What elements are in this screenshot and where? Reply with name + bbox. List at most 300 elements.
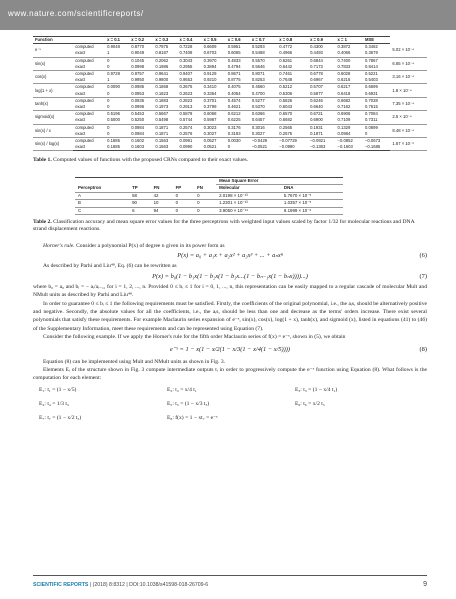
table-row xyxy=(33,64,427,71)
horner-lead: Horner's rule. xyxy=(43,242,75,249)
paragraph-parhi: As described by Parhi and Liu⁴⁸, Eq. (6) can be rewritten as xyxy=(43,263,177,270)
equation-8-text: e⁻ˣ = 1 − x(1 − x/2(1 − x/3(1 − x/4(1 − x/5)))) xyxy=(169,345,291,353)
table-1-value-cell: 0.6217 xyxy=(337,84,351,90)
table-2-cell: 1.0357 × 10⁻⁵ xyxy=(281,200,343,207)
table-1-value-cell: 0.4621 xyxy=(226,104,250,111)
element-equation: E₄: t₄ = 1/3 t₃ xyxy=(39,400,69,407)
table-1-value-cell: 0.5877 xyxy=(308,91,335,98)
table-1-value-cell: 0 xyxy=(105,104,129,111)
table-1-value-cell: 0.3679 xyxy=(363,50,390,57)
table-1-value-cell: 0.9129 xyxy=(203,71,217,77)
table-1-value-cell: 0.2823 xyxy=(179,97,193,103)
table-1-value-cell: 0.8187 xyxy=(153,50,177,57)
table-1-value-cell: 0.6778 xyxy=(310,71,323,77)
table-1-kind-cell: exact xyxy=(73,131,105,138)
table-1-mse-cell: 6.65 × 10⁻⁴ xyxy=(390,57,427,70)
table-row xyxy=(33,84,427,91)
table-2-cell: 5.7670 × 10⁻⁵ xyxy=(281,192,343,199)
table-1-mse-cell: 1.67 × 10⁻³ xyxy=(390,138,427,151)
table-1-value-cell: 0.5250 xyxy=(129,117,153,124)
table-1-mse-cell: 5.02 × 10⁻⁴ xyxy=(390,44,427,57)
table-1-value-cell: 0.3183 xyxy=(226,131,250,138)
table-1-value-cell: 0.6967 xyxy=(308,77,335,84)
table-1-value-cell: 0.3799 xyxy=(202,104,226,111)
table-2-cell: 2.0198 × 10⁻¹³ xyxy=(216,192,281,199)
table-1-value-cell: 1 xyxy=(105,77,129,84)
table-1-column-header: Function xyxy=(33,37,73,44)
table-2-column-header: FP xyxy=(173,185,195,192)
table-1-column-header: x = 0.8 xyxy=(277,37,308,44)
table-1-value-cell: 0.6225 xyxy=(226,117,250,124)
table-row xyxy=(33,50,427,57)
element-equation xyxy=(295,411,421,425)
table-1-value-cell: −0.0429 xyxy=(251,138,268,144)
table-row xyxy=(33,117,427,124)
site-header-bar xyxy=(0,0,456,30)
table-1-value-cell: 0.3482 xyxy=(364,44,378,50)
table-1-value-cell: 0.1603 xyxy=(129,144,153,151)
table-1-value-cell: 0.9800 xyxy=(153,77,177,84)
table-1-kind-cell: exact xyxy=(73,104,105,111)
table-1-value-cell: 0.2955 xyxy=(177,64,201,71)
page-number: 9 xyxy=(423,581,427,588)
equation-7-text: P(x) = b₀(1 − b₁x(1 − b₂x(1 − b₃x...(1 − bₙ₋₁x(1 − bₙx))))...) xyxy=(152,272,308,280)
table-1-value-cell: 0.4660 xyxy=(251,84,265,90)
table-2-cell: 3.9050 × 10⁻¹⁴ xyxy=(216,207,281,214)
table-1-value-cell: 0.3176 xyxy=(227,124,241,130)
table-1-value-cell: 0.5370 xyxy=(250,104,277,111)
table-1-kind-cell: exact xyxy=(73,50,105,57)
equation-6-number: (6) xyxy=(419,252,427,260)
table-2-cell: 1.2301 × 10⁻¹³ xyxy=(216,200,281,207)
table-1-column-header: x = 0.5 xyxy=(202,37,226,44)
table-row xyxy=(33,97,427,104)
table-1-value-cell: 0.9407 xyxy=(179,71,193,77)
table-1-kind-cell: computed xyxy=(75,97,94,103)
table-1-value-cell: 0.1883 xyxy=(155,97,169,103)
table-2-cell: C xyxy=(75,207,129,214)
site-url[interactable]: www.nature.com/scientificreports/ xyxy=(8,9,144,18)
table-2-column-header: Molecular xyxy=(216,185,281,192)
table-1-value-cell: 0.6900 xyxy=(308,117,335,124)
footer-citation xyxy=(33,582,208,588)
table-1-value-cell: 0.6261 xyxy=(279,57,293,63)
table-1-value-cell: 0.1823 xyxy=(153,91,177,98)
element-equation: E₂: t₂ = x/4 t₁ xyxy=(166,386,197,393)
table-1-value-cell: 0.8775 xyxy=(226,77,250,84)
table-1-value-cell: 0.5987 xyxy=(202,117,226,124)
table-1-value-cell: 0.6043 xyxy=(277,104,308,111)
table-1-value-cell: 0.5826 xyxy=(279,97,293,103)
table-2-cell: 0 xyxy=(194,200,216,207)
table-1-value-cell: 0.6212 xyxy=(227,111,241,117)
table-row xyxy=(33,131,427,138)
equation-6-text: P(x) = a₀ + a₁x + a₂x² + a₃x³ + ... + aₙxⁿ xyxy=(177,252,283,260)
table-2-column-header: FN xyxy=(151,185,173,192)
table-2-cell: A xyxy=(75,192,129,199)
table-1-value-cell: 0.4300 xyxy=(310,44,323,50)
equation-8 xyxy=(33,342,427,358)
table-1-value-cell: 0.0984 xyxy=(131,124,145,130)
table-1-value-cell: 0.5878 xyxy=(179,111,193,117)
table-2-cell: 0 xyxy=(173,207,195,214)
element-equation: E₈: f(x) = 1 − xt₇ = e⁻ˣ xyxy=(166,414,218,421)
table-1-value-cell: 0.1986 xyxy=(153,64,177,71)
table-1-value-cell: 0.9048 xyxy=(107,44,120,50)
table-1-value-cell: 0.7833 xyxy=(336,64,363,71)
table-1-caption xyxy=(33,157,427,165)
table-1-kind-cell: computed xyxy=(75,84,94,90)
table-1-value-cell: 0 xyxy=(107,57,110,63)
table-1-value-cell: 0.6906 xyxy=(337,111,351,117)
table-1-kind-cell: computed xyxy=(75,124,94,130)
table-1-value-cell: −0.0673 xyxy=(364,138,381,144)
equation-7-number: (7) xyxy=(419,272,427,280)
table-1 xyxy=(33,36,427,151)
table-2-cell: 0 xyxy=(173,200,195,207)
equation-7 xyxy=(33,271,427,283)
table-1-value-cell: 0.0953 xyxy=(129,91,153,98)
table-1-value-cell: 0.5498 xyxy=(153,117,177,124)
element-equation: E₅: t₅ = (1 − x/3 t₃) xyxy=(166,400,210,407)
table-1-value-cell: 0.1931 xyxy=(310,124,323,130)
table-1-value-cell: 0.5212 xyxy=(279,84,293,90)
table-1-value-cell: 0.2576 xyxy=(177,131,201,138)
table-1-value-cell: 0.8071 xyxy=(251,71,265,77)
table-1-value-cell: 0.0998 xyxy=(129,64,153,71)
table-2-cell: 90 xyxy=(129,200,151,207)
table-1-value-cell: 0.7162 xyxy=(336,104,363,111)
table-row xyxy=(33,111,427,118)
table-2-cell: 6 xyxy=(129,207,151,214)
table-1-value-cell: 0.6068 xyxy=(203,111,217,117)
table-2-cell: 10 xyxy=(151,200,173,207)
table-1-value-cell: 0.7084 xyxy=(364,111,378,117)
table-1-value-cell: 0.8671 xyxy=(227,71,241,77)
table-1-value-cell: 0.4493 xyxy=(308,50,335,57)
table-1-value-cell: 0.5667 xyxy=(155,111,169,117)
table-2-column-header: DNA xyxy=(281,185,343,192)
table-2-group-header: Mean Square Error xyxy=(216,177,343,184)
table-1-mse-cell: 2.5 × 10⁻⁴ xyxy=(390,111,427,124)
table-1-value-cell: 0.1602 xyxy=(131,138,145,144)
table-1-header xyxy=(33,37,427,44)
table-1-value-cell: 0.7408 xyxy=(177,50,201,57)
table-1-value-cell: 0.0996 xyxy=(129,104,153,111)
table-1-value-cell: 0.5221 xyxy=(364,71,378,77)
table-1-value-cell: 0 xyxy=(105,131,129,138)
table-1-value-cell: 0.0984 xyxy=(129,131,153,138)
table-1-kind-cell: computed xyxy=(75,71,94,77)
table-1-caption-label: Table 1. xyxy=(33,157,52,164)
table-1-value-cell: 0.1871 xyxy=(155,124,169,130)
table-1-value-cell: 0.3364 xyxy=(202,91,226,98)
table-1-value-cell: 0 xyxy=(363,131,390,138)
table-1-value-cell: 0.7400 xyxy=(337,57,351,63)
table-1-value-cell: 0.7615 xyxy=(363,104,390,111)
table-1-value-cell: 0.1329 xyxy=(337,124,351,130)
table-1-column-header: x = 0.9 xyxy=(308,37,335,44)
table-1-value-cell: 0.6065 xyxy=(226,50,250,57)
table-1-mse-cell: 1.8 × 10⁻⁴ xyxy=(390,84,427,97)
table-2-cell: 42 xyxy=(151,192,173,199)
element-equation: E₇: t₇ = (1 − x/2 t₅) xyxy=(39,414,82,421)
table-row xyxy=(33,57,427,64)
table-1-value-cell: 0.5196 xyxy=(107,111,120,117)
table-1-value-cell: 0.3016 xyxy=(251,124,265,130)
table-1-kind-cell: computed xyxy=(75,44,94,50)
table-1-value-cell: −0.1603 xyxy=(336,144,363,151)
paragraph-horner xyxy=(33,242,427,250)
table-1-value-cell: 0.2062 xyxy=(155,57,169,63)
table-row xyxy=(33,71,427,78)
table-row xyxy=(33,77,427,84)
table-1-value-cell: 0.0521 xyxy=(202,144,226,151)
table-row xyxy=(33,91,427,98)
table-1-value-cell: 0.4574 xyxy=(227,97,241,103)
table-1-value-cell: 0.5293 xyxy=(251,44,265,50)
table-1-value-cell: 0.3023 xyxy=(203,124,217,130)
table-1-value-cell: 0.3894 xyxy=(202,64,226,71)
table-1-value-cell: 0.3410 xyxy=(203,84,217,90)
table-2-cell: 9.1999 × 10⁻⁶ xyxy=(281,207,343,214)
table-1-value-cell: 0.5488 xyxy=(250,50,277,57)
table-1-value-cell: 0.3027 xyxy=(250,131,277,138)
table-1-value-cell: 0.9210 xyxy=(202,77,226,84)
table-1-value-cell: 0.7975 xyxy=(155,44,169,50)
table-2-column-header: FN xyxy=(194,185,216,192)
footer-doi: | (2018) 8:8312 | DOI:10.1038/s41598-018-26709-6 xyxy=(89,582,209,588)
equation-8-number: (8) xyxy=(419,345,427,353)
table-2-cell: 94 xyxy=(151,207,173,214)
table-1-caption-text: Computed values of functions with the proposed CRNs compared to their exact values. xyxy=(53,157,249,164)
table-1-value-cell: 0.9048 xyxy=(129,50,153,57)
table-1-column-header: x = 0.4 xyxy=(177,37,201,44)
table-row xyxy=(75,200,343,207)
table-1-value-cell: 0.0991 xyxy=(179,138,193,144)
table-1-value-cell: 0.1563 xyxy=(155,138,169,144)
table-1-value-cell: 0.8770 xyxy=(131,44,145,50)
table-1-value-cell: 0.6844 xyxy=(310,57,323,63)
table-1-function-cell: cos(x) xyxy=(33,71,73,84)
paragraph-implementation: Equation (8) can be implemented using Mult and NMult units as shown in Fig. 3. xyxy=(43,358,226,365)
table-1-function-cell: log(1 + x) xyxy=(33,84,73,97)
paragraph-elements: Elements Eᵢ of the structure shown in Fig. 3 compute intermediate outputs tᵢ in order to progressively compute the e⁻ˣ function using Equation (8). What follows is the computation for each element: xyxy=(33,367,427,382)
table-1-column-header: MSE xyxy=(363,37,390,44)
table-1-value-cell: 0 xyxy=(107,97,110,103)
table-1-value-cell: −0.07729 xyxy=(279,138,297,144)
table-1-value-cell: 0.4054 xyxy=(226,91,250,98)
table-1-value-cell: 0.0090 xyxy=(107,84,120,90)
table-1-value-cell: 0.9757 xyxy=(131,71,145,77)
table-1-value-cell: 0.6366 xyxy=(251,111,265,117)
equation-6 xyxy=(33,250,427,262)
table-1-value-cell: 1 xyxy=(105,50,129,57)
table-1-value-cell: 0.5744 xyxy=(177,117,201,124)
table-1-value-cell: 0.7228 xyxy=(179,44,193,50)
table-1-value-cell: 0.4700 xyxy=(250,91,277,98)
table-1-value-cell: 0.0990 xyxy=(177,144,201,151)
table-1-value-cell: 0.5453 xyxy=(131,111,145,117)
table-1-value-cell: 0.4833 xyxy=(227,57,241,63)
table-1-function-cell: tanh(x) xyxy=(33,97,73,110)
table-1-value-cell: 0.8414 xyxy=(363,64,390,71)
table-1-value-cell: 0.6028 xyxy=(337,71,351,77)
table-2-caption xyxy=(33,219,427,234)
table-1-value-cell: 0.9553 xyxy=(177,77,201,84)
table-row xyxy=(75,207,343,214)
table-1-value-cell: 0.7648 xyxy=(277,77,308,84)
table-1-value-cell: 0.6699 xyxy=(364,84,378,90)
table-1-value-cell: −0.0852 xyxy=(337,138,353,144)
table-1-value-cell: 0.6640 xyxy=(308,104,335,111)
table-1-kind-cell: exact xyxy=(73,77,105,84)
table-2-caption-label: Table 2. xyxy=(33,218,52,225)
table-1-value-cell: 0.4772 xyxy=(279,44,293,50)
table-1-kind-cell: exact xyxy=(73,91,105,98)
table-1-value-cell: 0.4075 xyxy=(227,84,241,90)
table-1-value-cell: 0.6703 xyxy=(202,50,226,57)
table-1-value-cell: 0.5277 xyxy=(251,97,265,103)
table-1-value-cell: 0.3872 xyxy=(337,44,351,50)
table-1-function-cell: sigmoid(x) xyxy=(33,111,73,124)
table-1-value-cell: 0 xyxy=(226,144,250,151)
table-2-column-header: Perceptron xyxy=(75,185,129,192)
table-2-cell: 0 xyxy=(194,207,216,214)
table-1-value-cell: 0.0935 xyxy=(131,97,145,103)
table-1-value-cell: 0.1973 xyxy=(153,104,177,111)
table-1-value-cell: 0 xyxy=(105,91,129,98)
table-1-value-cell: −0.1685 xyxy=(363,144,390,151)
table-row xyxy=(33,144,427,151)
table-1-column-header: x = 0.1 xyxy=(105,37,129,44)
table-1-value-cell: 0.4966 xyxy=(277,50,308,57)
table-1-value-cell: 0.2913 xyxy=(177,104,201,111)
table-1-value-cell: 0.1685 xyxy=(105,144,129,151)
table-1-value-cell: 0.4066 xyxy=(336,50,363,57)
table-1-value-cell: 0.6609 xyxy=(203,44,217,50)
table-1-value-cell: 0.0984 xyxy=(336,131,363,138)
table-1-function-cell: e⁻ˣ xyxy=(33,44,73,57)
table-1-value-cell: 0.6246 xyxy=(310,97,323,103)
table-1-value-cell: 0.1685 xyxy=(107,138,120,144)
page-footer xyxy=(33,575,427,588)
table-1-value-cell: 0.6682 xyxy=(277,117,308,124)
table-1-value-cell: 0.6442 xyxy=(277,64,308,71)
table-1-value-cell: 0.5707 xyxy=(310,84,323,90)
table-1-value-cell: 0.3701 xyxy=(203,97,217,103)
table-1-value-cell: 0.2623 xyxy=(177,91,201,98)
page-content xyxy=(33,36,427,425)
element-equations xyxy=(33,383,427,425)
table-1-kind-cell: computed xyxy=(75,111,94,117)
table-1-value-cell: 0.7461 xyxy=(279,71,293,77)
table-1-mse-cell: 8.48 × 10⁻⁴ xyxy=(390,124,427,137)
table-1-value-cell: 0.2575 xyxy=(277,131,308,138)
table-1-kind-cell: exact xyxy=(73,117,105,124)
paragraph-requirements: In order to guarantee 0 ≤ bᵢ ≤ 1 the following requirements must be satisfied. Firstly, the coefficients of the original polynomial, i.e., the aᵢs, should be alternatively positive and negative. Secondly, the absolute values for all the coefficients, i.e., the aᵢs, should be less than one and decrease as the terms' orders increase. There exist several polynomials that satisfy these requirements. For example Maclaurin series expansion of e⁻ˣ, sin(x), cos(x), log(1 + x), tanh(x), and sigmoid (x), listed in equations (41) to (46) of the Supplementary Information, meet these requirements and can be represented using Equation (7). xyxy=(33,300,427,332)
table-1-value-cell: 0.3970 xyxy=(203,57,217,63)
table-1-kind-cell: computed xyxy=(75,57,94,63)
table-1-value-cell: 0.7173 xyxy=(308,64,335,71)
table-1-column-header xyxy=(73,37,105,44)
table-1-column-header: x = 1 xyxy=(336,37,363,44)
table-1-value-cell: 0.1868 xyxy=(155,84,169,90)
table-1-mse-cell: 7.35 × 10⁻⁴ xyxy=(390,97,427,110)
table-1-function-cell: sin(x) / log(x) xyxy=(33,138,73,151)
element-equation: E₃: t₃ = (1 − x/4 t₁) xyxy=(294,386,338,393)
paragraph-example: Consider the following example. If we apply the Horner's rule for the fifth order Maclaurin series of f(x) = e⁻ˣ, shown in (5), we obtain xyxy=(43,334,346,341)
table-2-column-header: TP xyxy=(129,185,151,192)
table-2-cell: 0 xyxy=(194,192,216,199)
table-1-kind-cell: computed xyxy=(75,138,94,144)
table-1-value-cell: 0.6931 xyxy=(363,91,390,98)
table-1-value-cell: 0.5306 xyxy=(277,91,308,98)
table-1-value-cell: 0.0899 xyxy=(364,124,378,130)
table-1-value-cell: 0.1871 xyxy=(153,131,177,138)
table-1-value-cell: 0.7109 xyxy=(336,117,363,124)
table-1-value-cell: −0.0521 xyxy=(250,144,277,151)
table-1-value-cell: 0.2565 xyxy=(279,124,293,130)
table-2-wrap xyxy=(75,177,343,215)
table-1-value-cell: 0.3043 xyxy=(179,57,193,63)
table-1-value-cell: 0.1563 xyxy=(153,144,177,151)
table-1-value-cell: 0.2574 xyxy=(179,124,193,130)
table-2-cell: 0 xyxy=(173,192,195,199)
element-equation-row xyxy=(33,411,427,425)
table-1-value-cell: −0.0990 xyxy=(277,144,308,151)
table-1-mse-cell: 3.16 × 10⁻⁴ xyxy=(390,71,427,84)
table-1-kind-cell: exact xyxy=(73,144,105,151)
table-1-value-cell: 0.5646 xyxy=(250,64,277,71)
table-1-value-cell: 0 xyxy=(107,124,110,130)
table-1-value-cell: 0.7311 xyxy=(363,117,390,124)
table-1-value-cell: 0.5403 xyxy=(363,77,390,84)
table-2-cell: B xyxy=(75,200,129,207)
table-1-value-cell: 0.3027 xyxy=(202,131,226,138)
table-1-function-cell: sin(x) / x xyxy=(33,124,73,137)
table-1-value-cell: 0.7867 xyxy=(364,57,378,63)
table-1-value-cell: 0.5570 xyxy=(251,57,265,63)
table-1-function-cell: sin(x) xyxy=(33,57,73,70)
table-1-value-cell: 0.9728 xyxy=(107,71,120,77)
table-1-value-cell: 0.2675 xyxy=(179,84,193,90)
table-1-value-cell: −0.0921 xyxy=(310,138,326,144)
element-equation-row xyxy=(33,397,427,411)
table-1-value-cell: 0.5951 xyxy=(227,44,241,50)
table-row xyxy=(33,44,427,51)
table-2-header xyxy=(75,185,343,192)
table-1-value-cell: 0 xyxy=(105,64,129,71)
table-1-value-cell: 0.1871 xyxy=(308,131,335,138)
table-1-column-header: x = 0.3 xyxy=(153,37,177,44)
table-1-value-cell: 0.6418 xyxy=(336,91,363,98)
table-1-value-cell: −0.1363 xyxy=(308,144,335,151)
element-equation: E₆: t₆ = x/2 t₅ xyxy=(294,400,325,407)
table-row xyxy=(75,192,343,199)
table-1-value-cell: 0.6216 xyxy=(336,77,363,84)
table-2-cell: 58 xyxy=(129,192,151,199)
table-1-value-cell: 0.9950 xyxy=(129,77,153,84)
table-1-column-header: x = 0.2 xyxy=(129,37,153,44)
horner-text: Consider a polynomial P(x) of degree n given in its power form as xyxy=(76,242,225,249)
table-1-value-cell: 0.6682 xyxy=(337,97,351,103)
table-1-column-header: x = 0.7 xyxy=(250,37,277,44)
paragraph-coefficients: where b₀ = a₀ and bᵢ = − aᵢ/aᵢ₋₁, for i = 1, 2, ..., n. Provided 0 ≤ bᵢ ≤ 1 for i = 0, 1, ..., n, this representation can be easily mapped to a regular cascade of molecular Mult and NMult units as described by Parhi and Liu⁴⁸. xyxy=(33,283,427,299)
table-1-kind-cell: exact xyxy=(73,64,105,71)
table-2 xyxy=(75,177,343,215)
table-1-value-cell: 0.7038 xyxy=(364,97,378,103)
